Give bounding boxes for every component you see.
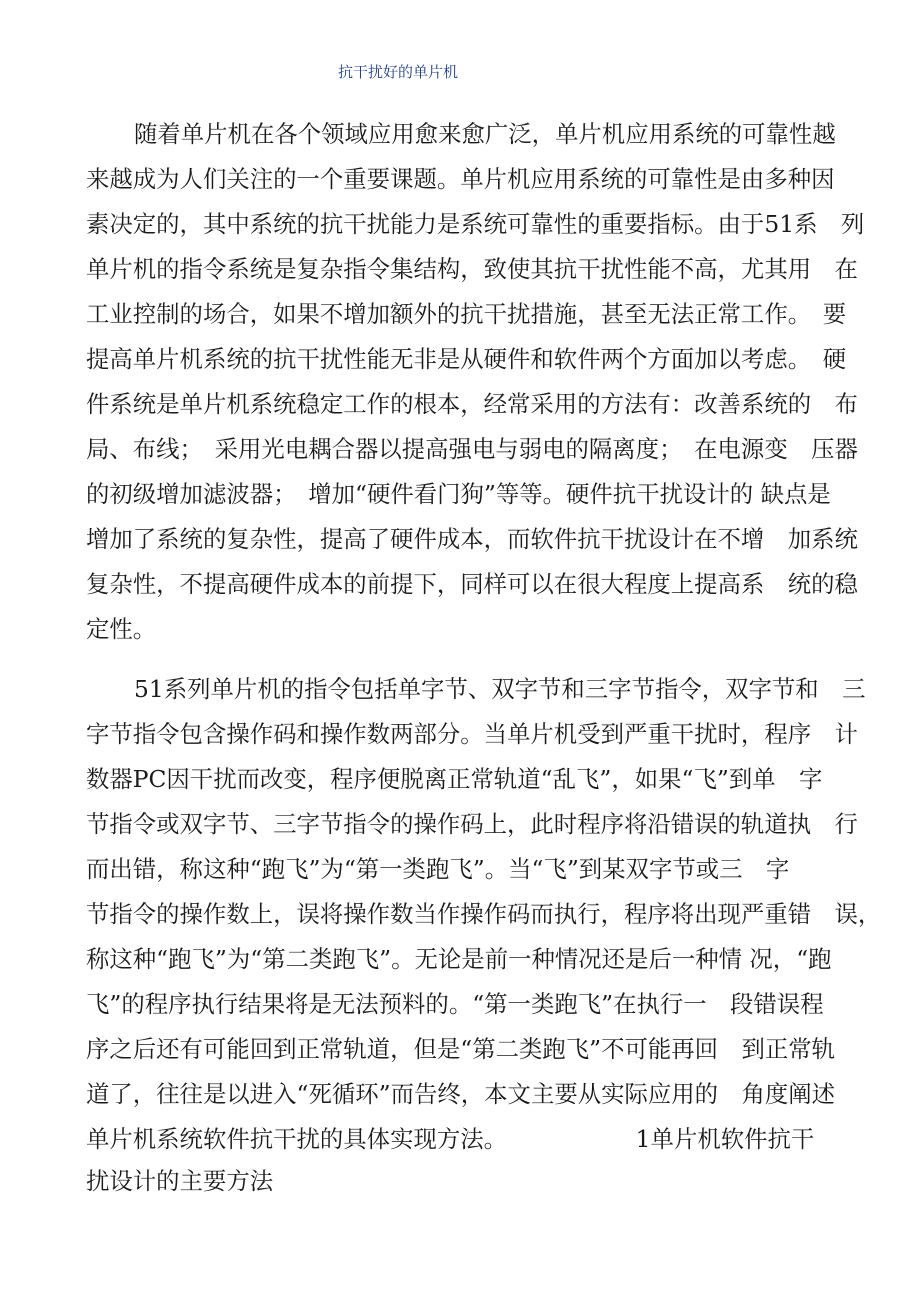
paragraph2-line: 数器PC因干扰而改变，程序便脱离正常轨道“乱飞”，如果“飞”到单 字 — [86, 765, 823, 793]
paragraph1-line: 件系统是单片机系统稳定工作的根本，经常采用的方法有：改善系统的 布 — [86, 390, 858, 418]
paragraph2-line: 序之后还有可能回到正常轨道，但是“第二类跑飞”不可能再回 到正常轨 — [86, 1035, 836, 1063]
document-title: 抗干扰好的单片机 — [338, 63, 459, 81]
paragraph1-line: 定性。 — [86, 615, 157, 643]
paragraph2-line: 称这种“跑飞”为“第二类跑飞”。无论是前一种情况还是后一种情 况，“跑 — [86, 945, 832, 973]
paragraph1-line: 工业控制的场合，如果不增加额外的抗干扰措施，甚至无法正常工作。 要 — [86, 300, 847, 328]
paragraph1-line: 复杂性，不提高硬件成本的前提下，同样可以在很大程度上提高系 统的稳 — [86, 570, 858, 598]
paragraph1-line: 的初级增加滤波器； 增加“硬件看门狗”等等。硬件抗干扰设计的 缺点是 — [86, 480, 831, 508]
paragraph2-line: 51系列单片机的指令包括单字节、双字节和三字节指令，双字节和 三 — [134, 675, 866, 703]
paragraph2-line: 扰设计的主要方法 — [86, 1167, 274, 1195]
paragraph1-line: 提高单片机系统的抗干扰性能无非是从硬件和软件两个方面加以考虑。 硬 — [86, 345, 847, 373]
paragraph1-line: 局、布线； 采用光电耦合器以提高强电与弱电的隔离度； 在电源变 压器 — [86, 435, 858, 463]
paragraph2-line: 节指令或双字节、三字节指令的操作码上，此时程序将沿错误的轨道执 行 — [86, 810, 858, 838]
paragraph1-line: 来越成为人们关注的一个重要课题。单片机应用系统的可靠性是由多种因 — [86, 165, 835, 193]
paragraph1-line: 素决定的，其中系统的抗干扰能力是系统可靠性的重要指标。由于51系 列 — [86, 210, 865, 238]
paragraph2-line: 字节指令包含操作码和操作数两部分。当单片机受到严重干扰时，程序 计 — [86, 720, 858, 748]
paragraph2-line: 而出错，称这种“跑飞”为“第一类跑飞”。当“飞”到某双字节或三 字 — [86, 855, 790, 883]
paragraph2-line: 节指令的操作数上，误将操作数当作操作码而执行，程序将出现严重错 误， — [86, 900, 882, 928]
paragraph2-line: 飞”的程序执行结果将是无法预料的。“第一类跑飞”在执行一 段错误程 — [86, 990, 824, 1018]
paragraph1-line: 单片机的指令系统是复杂指令集结构，致使其抗干扰性能不高，尤其用 在 — [86, 255, 858, 283]
paragraph1-line: 增加了系统的复杂性，提高了硬件成本，而软件抗干扰设计在不增 加系统 — [86, 525, 858, 553]
paragraph2-line: 道了，往往是以进入“死循环”而告终，本文主要从实际应用的 角度阐述 — [86, 1080, 836, 1108]
paragraph2-line: 单片机系统软件抗干扰的具体实现方法。 1单片机软件抗干 — [86, 1125, 815, 1153]
paragraph1-line: 随着单片机在各个领域应用愈来愈广泛，单片机应用系统的可靠性越 — [134, 120, 836, 148]
